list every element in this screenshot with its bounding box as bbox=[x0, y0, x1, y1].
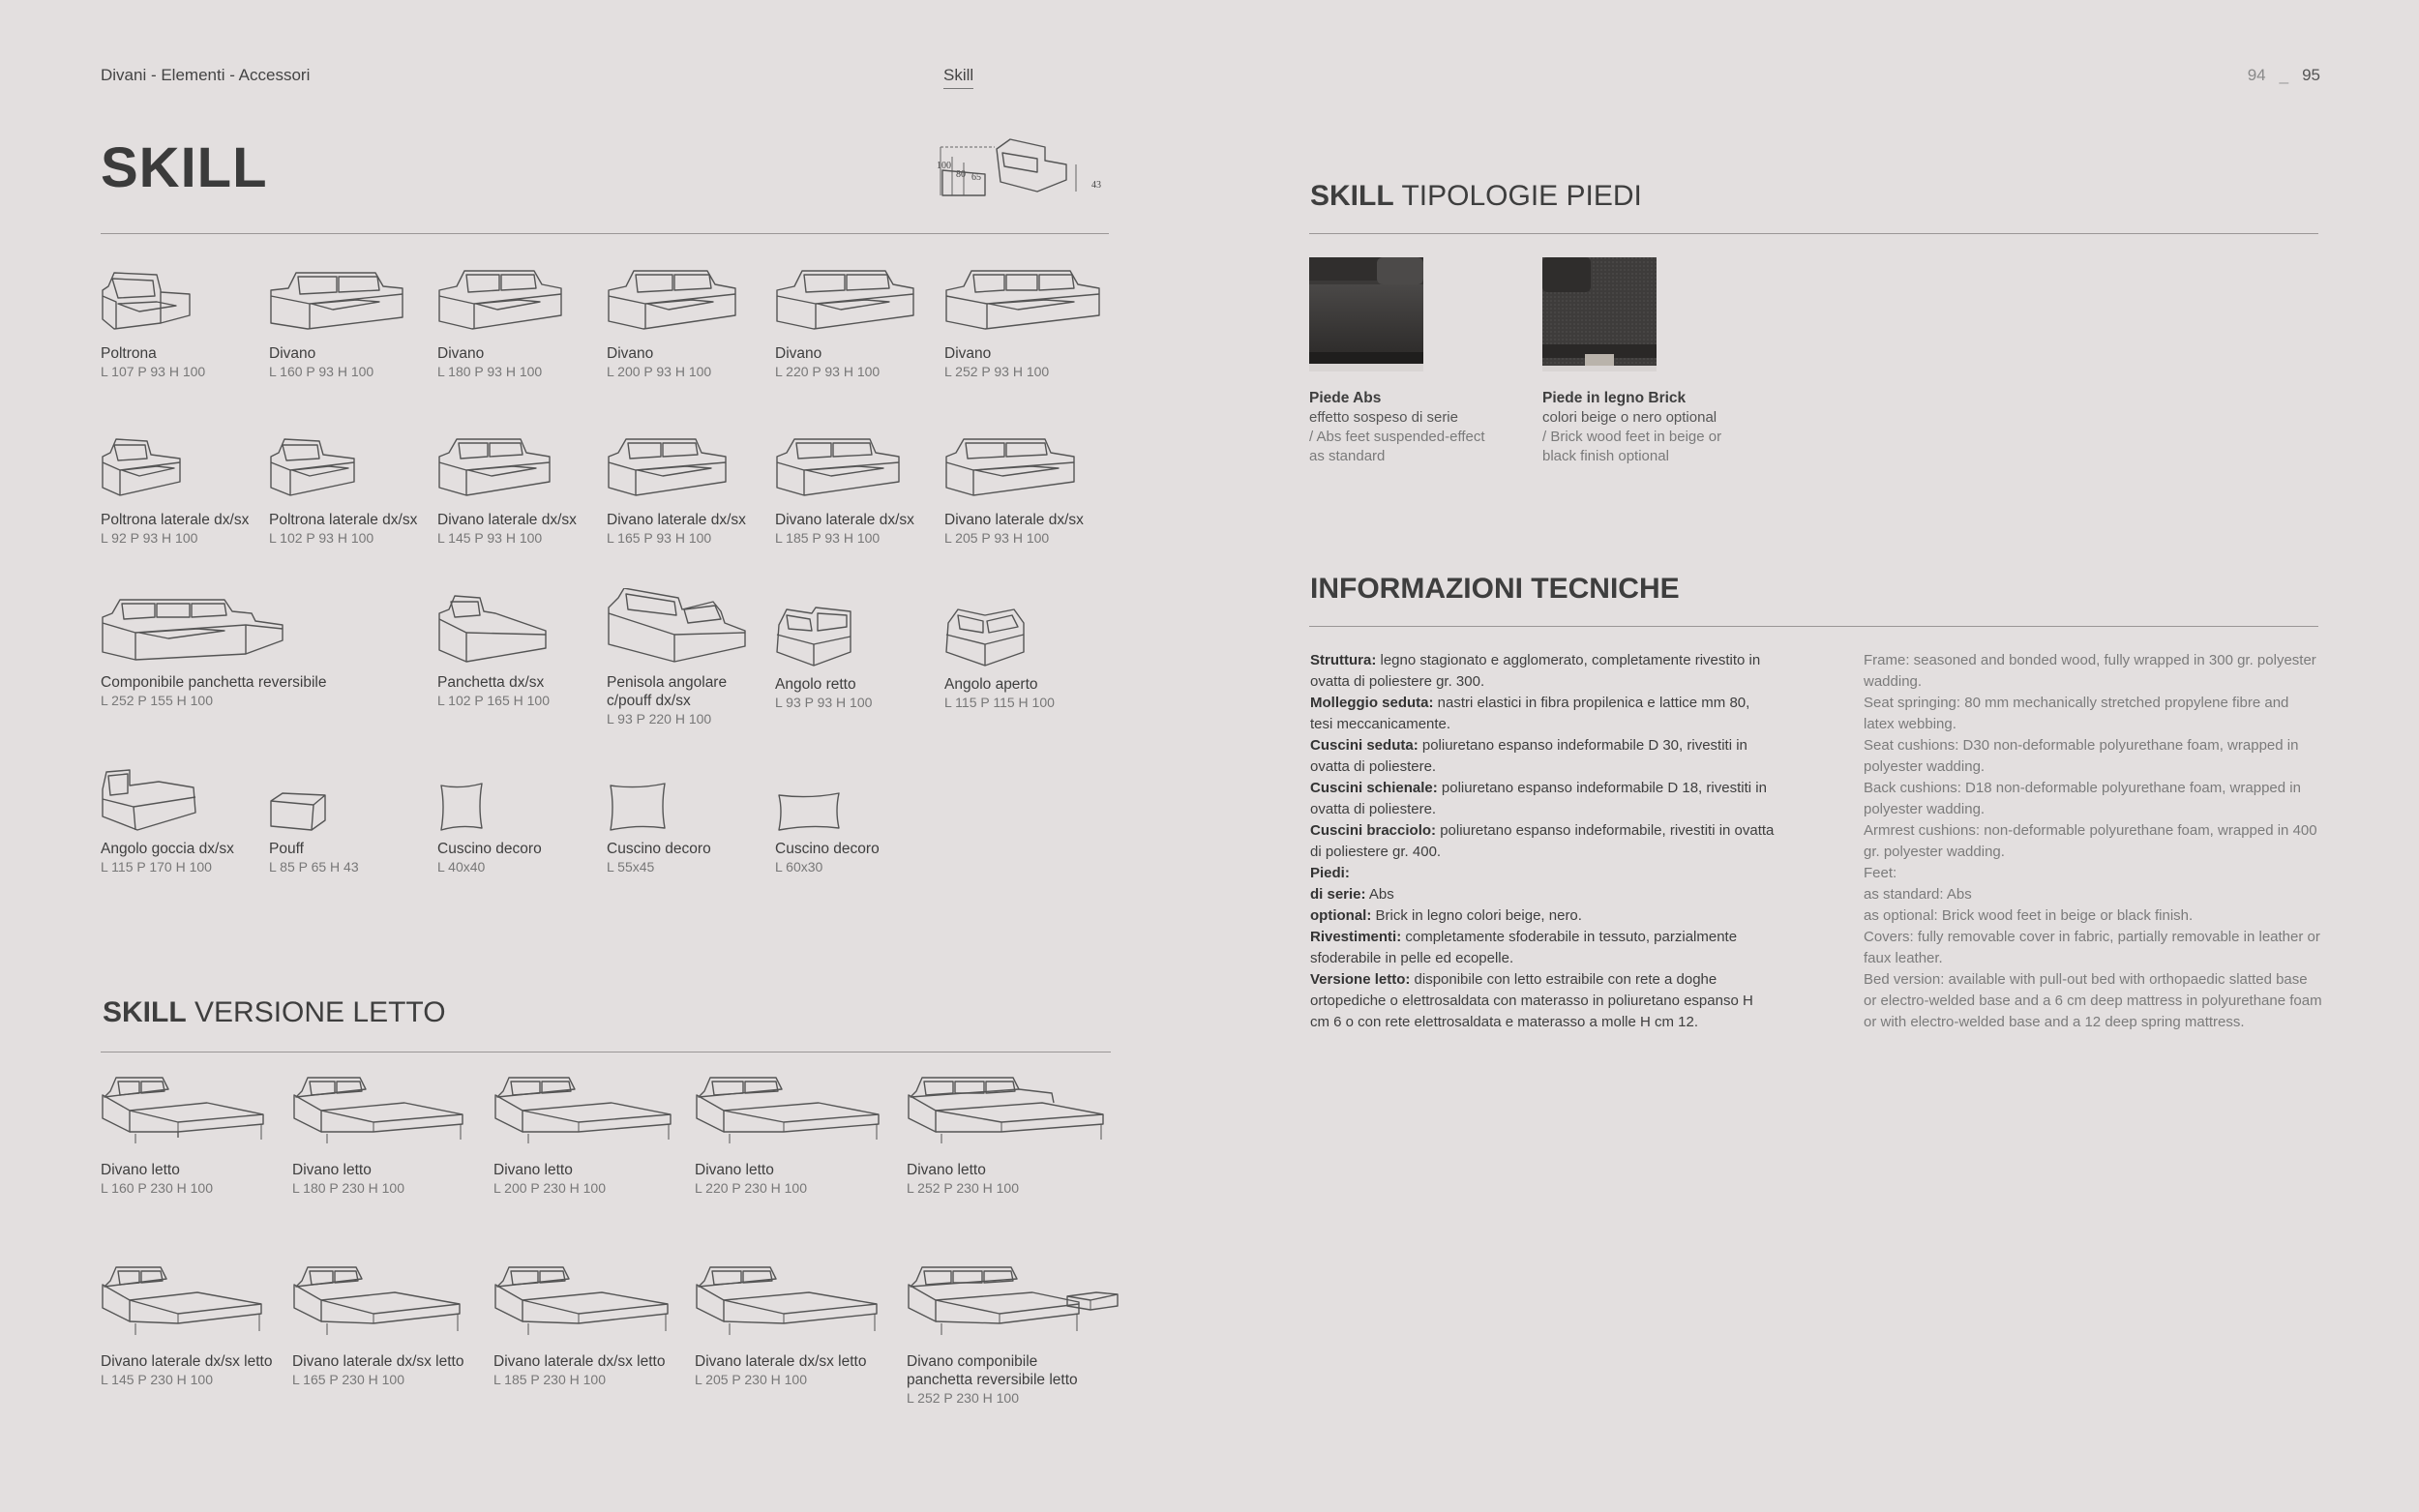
element-name: Divano letto bbox=[292, 1162, 372, 1178]
open-corner-icon bbox=[944, 606, 1027, 667]
element-dimensions: L 185 P 230 H 100 bbox=[493, 1372, 606, 1387]
element-cuscino-55[interactable] bbox=[607, 782, 781, 875]
element-dimensions: L 200 P 230 H 100 bbox=[493, 1180, 606, 1196]
sofa-icon bbox=[775, 269, 915, 337]
element-dimensions: L 160 P 93 H 100 bbox=[269, 364, 374, 379]
feet-section-title-bold: SKILL bbox=[1310, 180, 1394, 212]
element-name: Panchetta dx/sx bbox=[437, 674, 545, 691]
element-poltrona[interactable] bbox=[101, 269, 275, 380]
element-name: Poltrona laterale dx/sx bbox=[101, 512, 250, 528]
info-paragraph bbox=[1310, 778, 1775, 820]
info-section-title: INFORMAZIONI TECNICHE bbox=[1310, 573, 1680, 605]
info-paragraph-en: Seat cushions: D30 non-deformable polyurethane foam, wrapped in polyester wadding. bbox=[1864, 737, 2299, 775]
collection-link[interactable]: Skill bbox=[943, 66, 973, 89]
dimensions-diagram bbox=[931, 135, 1110, 218]
side-sofa-icon bbox=[437, 435, 552, 503]
technical-info-english bbox=[1864, 650, 2323, 1033]
element-divano-160[interactable] bbox=[269, 269, 443, 380]
element-dimensions: L 85 P 65 H 43 bbox=[269, 859, 359, 875]
bed-section-title-bold: SKILL bbox=[103, 996, 187, 1028]
sectional-icon bbox=[101, 596, 284, 666]
element-name: Pouff bbox=[269, 841, 304, 857]
element-dimensions: L 145 P 93 H 100 bbox=[437, 530, 543, 546]
bed-element-160[interactable] bbox=[101, 1076, 275, 1197]
info-text: poliuretano espanso indeformabile, rivestiti in ovatta di poliestere gr. 400. bbox=[1310, 822, 1775, 860]
cushion-icon bbox=[437, 782, 486, 832]
info-paragraph-en: Frame: seasoned and bonded wood, fully wrapped in 300 gr. polyester wadding. bbox=[1864, 652, 2316, 690]
info-label: Versione letto: bbox=[1310, 971, 1411, 988]
element-name: Angolo aperto bbox=[944, 676, 1038, 693]
sofa-bed-icon bbox=[101, 1076, 265, 1153]
element-name: Componibile panchetta reversibile bbox=[101, 674, 327, 691]
element-name: Divano laterale dx/sx bbox=[607, 512, 746, 528]
foot-name: Piede in legno Brick bbox=[1542, 390, 1687, 406]
element-poltrona-laterale-102[interactable] bbox=[269, 435, 443, 547]
side-sofa-bed-icon bbox=[695, 1265, 879, 1345]
bed-section-title bbox=[103, 996, 446, 1029]
element-divano-laterale-165[interactable] bbox=[607, 435, 781, 547]
element-dimensions: L 252 P 93 H 100 bbox=[944, 364, 1050, 379]
element-name: Divano letto bbox=[695, 1162, 774, 1178]
bed-section-title-rest: VERSIONE LETTO bbox=[194, 996, 446, 1028]
element-dimensions: L 165 P 230 H 100 bbox=[292, 1372, 404, 1387]
foot-desc-en: as standard bbox=[1309, 448, 1386, 464]
element-dimensions: L 205 P 93 H 100 bbox=[944, 530, 1050, 546]
info-text: legno stagionato e agglomerato, completamente rivestito in ovatta di poliestere gr. 300. bbox=[1310, 652, 1761, 690]
foot-desc-en: black finish optional bbox=[1542, 448, 1669, 464]
foot-name: Piede Abs bbox=[1309, 390, 1382, 406]
dim-label-100: 100 bbox=[937, 161, 951, 171]
element-dimensions: L 115 P 115 H 100 bbox=[944, 695, 1055, 710]
foot-abs bbox=[1309, 257, 1503, 466]
info-paragraph bbox=[1310, 693, 1775, 735]
element-divano-252[interactable] bbox=[944, 269, 1119, 380]
bed-element-laterale-165[interactable] bbox=[292, 1265, 466, 1388]
side-sofa-icon bbox=[607, 435, 728, 503]
info-paragraph-en: Armrest cushions: non-deformable polyurethane foam, wrapped in 400 gr. polyester wadding. bbox=[1864, 822, 2317, 860]
page-number-left: 94 bbox=[2247, 66, 2266, 84]
chaise-icon bbox=[437, 592, 549, 666]
bed-element-200[interactable] bbox=[493, 1076, 668, 1197]
element-name: Penisola angolare c/pouff dx/sx bbox=[607, 674, 728, 709]
abs-foot-image bbox=[1309, 257, 1423, 371]
element-name: Divano laterale dx/sx letto bbox=[493, 1353, 666, 1370]
element-name: Divano bbox=[607, 345, 654, 362]
info-label: Cuscini bracciolo: bbox=[1310, 822, 1437, 839]
element-name: Divano letto bbox=[493, 1162, 573, 1178]
info-text: Abs bbox=[1365, 886, 1394, 903]
divider bbox=[101, 233, 1109, 234]
element-dimensions: L 180 P 230 H 100 bbox=[292, 1180, 404, 1196]
element-poltrona-laterale-92[interactable] bbox=[101, 435, 275, 547]
side-armchair-icon bbox=[269, 435, 356, 503]
info-paragraph-en: as standard: Abs bbox=[1864, 886, 1972, 903]
element-name: Divano laterale dx/sx bbox=[437, 512, 577, 528]
sectional-sofa-bed-icon bbox=[907, 1265, 1120, 1345]
element-dimensions: L 252 P 230 H 100 bbox=[907, 1390, 1019, 1406]
side-sofa-icon bbox=[944, 435, 1076, 503]
element-name: Cuscino decoro bbox=[607, 841, 711, 857]
element-name: Divano bbox=[269, 345, 316, 362]
page-separator: _ bbox=[2279, 66, 2289, 84]
pouf-icon bbox=[269, 791, 329, 832]
element-pouff[interactable] bbox=[269, 791, 443, 875]
element-dimensions: L 252 P 155 H 100 bbox=[101, 693, 213, 708]
sofa-icon bbox=[269, 269, 404, 337]
info-paragraph-en: Back cushions: D18 non-deformable polyurethane foam, wrapped in polyester wadding. bbox=[1864, 780, 2301, 817]
element-angolo-aperto[interactable] bbox=[944, 606, 1119, 711]
element-name: Divano bbox=[775, 345, 822, 362]
dim-label-65: 65 bbox=[971, 172, 981, 183]
bed-element-180[interactable] bbox=[292, 1076, 466, 1197]
element-dimensions: L 180 P 93 H 100 bbox=[437, 364, 543, 379]
info-label: Cuscini seduta: bbox=[1310, 737, 1419, 754]
element-name: Poltrona bbox=[101, 345, 157, 362]
element-dimensions: L 185 P 93 H 100 bbox=[775, 530, 881, 546]
info-text: disponibile con letto estraibile con rete a doghe ortopediche o elettrosaldata con materasso in poliuretano espanso H cm 6 o con rete elettrosaldata e materasso a molle H cm 12. bbox=[1310, 971, 1753, 1030]
info-text: poliuretano espanso indeformabile D 18, rivestiti in ovatta di poliestere. bbox=[1310, 780, 1767, 817]
foot-desc-it: colori beige o nero optional bbox=[1542, 409, 1717, 426]
sofa-icon bbox=[437, 269, 563, 337]
element-cuscino-40[interactable] bbox=[437, 782, 612, 875]
info-paragraph bbox=[1310, 884, 1775, 905]
foot-desc-en: / Abs feet suspended-effect bbox=[1309, 429, 1485, 445]
element-name: Cuscino decoro bbox=[437, 841, 542, 857]
bed-element-laterale-145[interactable] bbox=[101, 1265, 275, 1388]
element-name: Divano bbox=[944, 345, 992, 362]
foot-brick bbox=[1542, 257, 1736, 466]
page-title: SKILL bbox=[101, 136, 268, 199]
element-divano-laterale-145[interactable] bbox=[437, 435, 612, 547]
divider bbox=[1309, 233, 2318, 234]
element-dimensions: L 160 P 230 H 100 bbox=[101, 1180, 213, 1196]
element-name: Divano laterale dx/sx letto bbox=[101, 1353, 273, 1370]
info-text: completamente sfoderabile in tessuto, parzialmente sfoderabile in pelle ed ecopelle. bbox=[1310, 929, 1738, 966]
info-paragraph bbox=[1310, 863, 1775, 884]
element-dimensions: L 252 P 230 H 100 bbox=[907, 1180, 1019, 1196]
info-label: Piedi: bbox=[1310, 865, 1350, 881]
bed-element-componibile[interactable] bbox=[907, 1265, 1120, 1407]
element-dimensions: L 165 P 93 H 100 bbox=[607, 530, 712, 546]
element-dimensions: L 60x30 bbox=[775, 859, 823, 875]
dim-label-80: 80 bbox=[956, 169, 966, 180]
element-dimensions: L 220 P 230 H 100 bbox=[695, 1180, 807, 1196]
sofa-bed-icon bbox=[292, 1076, 464, 1153]
element-name: Poltrona laterale dx/sx bbox=[269, 512, 418, 528]
sofa-bed-icon bbox=[695, 1076, 881, 1153]
peninsula-icon bbox=[607, 588, 747, 666]
side-sofa-bed-icon bbox=[493, 1265, 670, 1345]
element-name: Divano bbox=[437, 345, 485, 362]
element-name: Divano laterale dx/sx letto bbox=[695, 1353, 867, 1370]
bed-element-laterale-205[interactable] bbox=[695, 1265, 869, 1388]
info-label: Rivestimenti: bbox=[1310, 929, 1402, 945]
element-dimensions: L 200 P 93 H 100 bbox=[607, 364, 712, 379]
info-text: poliuretano espanso indeformabile D 30, rivestiti in ovatta di poliestere. bbox=[1310, 737, 1747, 775]
element-dimensions: L 102 P 165 H 100 bbox=[437, 693, 550, 708]
side-sofa-icon bbox=[775, 435, 901, 503]
side-sofa-bed-icon bbox=[292, 1265, 462, 1345]
element-dimensions: L 220 P 93 H 100 bbox=[775, 364, 881, 379]
element-name: Divano laterale dx/sx bbox=[775, 512, 914, 528]
element-name: Cuscino decoro bbox=[775, 841, 880, 857]
info-paragraph bbox=[1310, 927, 1775, 969]
element-name: Divano letto bbox=[907, 1162, 986, 1178]
info-paragraph-en: Seat springing: 80 mm mechanically stretched propylene fibre and latex webbing. bbox=[1864, 695, 2289, 732]
element-dimensions: L 145 P 230 H 100 bbox=[101, 1372, 213, 1387]
element-dimensions: L 40x40 bbox=[437, 859, 486, 875]
feet-section-title bbox=[1310, 180, 1642, 213]
element-penisola[interactable] bbox=[607, 588, 781, 727]
info-paragraph-en: Covers: fully removable cover in fabric, partially removable in leather or faux leather. bbox=[1864, 929, 2320, 966]
technical-info-italian bbox=[1310, 650, 1775, 1033]
dim-label-43: 43 bbox=[1091, 180, 1101, 191]
info-paragraph bbox=[1310, 969, 1775, 1033]
element-dimensions: L 92 P 93 H 100 bbox=[101, 530, 198, 546]
element-divano-180[interactable] bbox=[437, 269, 612, 380]
info-text: Brick in legno colori beige, nero. bbox=[1371, 907, 1582, 924]
element-dimensions: L 93 P 220 H 100 bbox=[607, 711, 712, 726]
info-label: optional: bbox=[1310, 907, 1372, 924]
element-dimensions: L 205 P 230 H 100 bbox=[695, 1372, 807, 1387]
element-divano-200[interactable] bbox=[607, 269, 781, 380]
element-dimensions: L 93 P 93 H 100 bbox=[775, 695, 873, 710]
sofa-icon bbox=[944, 269, 1101, 337]
element-divano-laterale-205[interactable] bbox=[944, 435, 1119, 547]
element-dimensions: L 115 P 170 H 100 bbox=[101, 859, 212, 875]
info-paragraph bbox=[1310, 735, 1775, 778]
element-divano-220[interactable] bbox=[775, 269, 949, 380]
element-name: Angolo retto bbox=[775, 676, 856, 693]
bed-element-252[interactable] bbox=[907, 1076, 1081, 1197]
info-paragraph-en: Bed version: available with pull-out bed with orthopaedic slatted base or electro-welded base and a 6 cm deep mattress in polyurethane foam or with electro-welded base and a 12 deep spring mattress. bbox=[1864, 971, 2322, 1030]
info-paragraph-en: as optional: Brick wood feet in beige or black finish. bbox=[1864, 907, 2194, 924]
element-name: Divano laterale dx/sx letto bbox=[292, 1353, 464, 1370]
cushion-icon bbox=[775, 791, 843, 832]
element-name: Divano componibile panchetta reversibile letto bbox=[907, 1353, 1078, 1388]
element-angolo-retto[interactable] bbox=[775, 606, 949, 711]
element-dimensions: L 107 P 93 H 100 bbox=[101, 364, 206, 379]
sofa-bed-icon bbox=[493, 1076, 672, 1153]
element-componibile-panchetta[interactable] bbox=[101, 596, 333, 709]
breadcrumb: Divani - Elementi - Accessori bbox=[101, 66, 311, 84]
element-name: Divano letto bbox=[101, 1162, 180, 1178]
side-sofa-bed-icon bbox=[101, 1265, 263, 1345]
info-label: di serie: bbox=[1310, 886, 1366, 903]
element-angolo-goccia[interactable] bbox=[101, 768, 275, 875]
page-number-right: 95 bbox=[2302, 66, 2320, 84]
element-name: Angolo goccia dx/sx bbox=[101, 841, 234, 857]
element-divano-laterale-185[interactable] bbox=[775, 435, 949, 547]
sofa-icon bbox=[607, 269, 737, 337]
cushion-icon bbox=[607, 782, 669, 832]
element-dimensions: L 102 P 93 H 100 bbox=[269, 530, 374, 546]
side-armchair-icon bbox=[101, 435, 183, 503]
info-label: Struttura: bbox=[1310, 652, 1377, 668]
corner-icon bbox=[775, 606, 854, 667]
element-cuscino-60[interactable] bbox=[775, 791, 949, 875]
info-paragraph-en: Feet: bbox=[1864, 865, 1897, 881]
foot-desc-en: / Brick wood feet in beige or bbox=[1542, 429, 1722, 445]
bed-element-laterale-185[interactable] bbox=[493, 1265, 668, 1388]
page-numbers bbox=[2248, 66, 2320, 85]
info-paragraph bbox=[1310, 650, 1775, 693]
sofa-bed-icon bbox=[907, 1076, 1105, 1153]
info-paragraph bbox=[1310, 905, 1775, 927]
element-name: Divano laterale dx/sx bbox=[944, 512, 1084, 528]
info-text: nastri elastici in fibra propilenica e lattice mm 80, tesi meccanicamente. bbox=[1310, 695, 1750, 732]
foot-desc-it: effetto sospeso di serie bbox=[1309, 409, 1458, 426]
feet-section-title-rest: TIPOLOGIE PIEDI bbox=[1401, 180, 1642, 212]
element-panchetta[interactable] bbox=[437, 592, 612, 709]
element-dimensions: L 55x45 bbox=[607, 859, 655, 875]
drop-corner-icon bbox=[101, 768, 197, 832]
info-paragraph bbox=[1310, 820, 1775, 863]
divider bbox=[1309, 626, 2318, 627]
info-label: Molleggio seduta: bbox=[1310, 695, 1434, 711]
bed-element-220[interactable] bbox=[695, 1076, 869, 1197]
armchair-icon bbox=[101, 269, 193, 337]
brick-foot-image bbox=[1542, 257, 1657, 371]
info-label: Cuscini schienale: bbox=[1310, 780, 1438, 796]
